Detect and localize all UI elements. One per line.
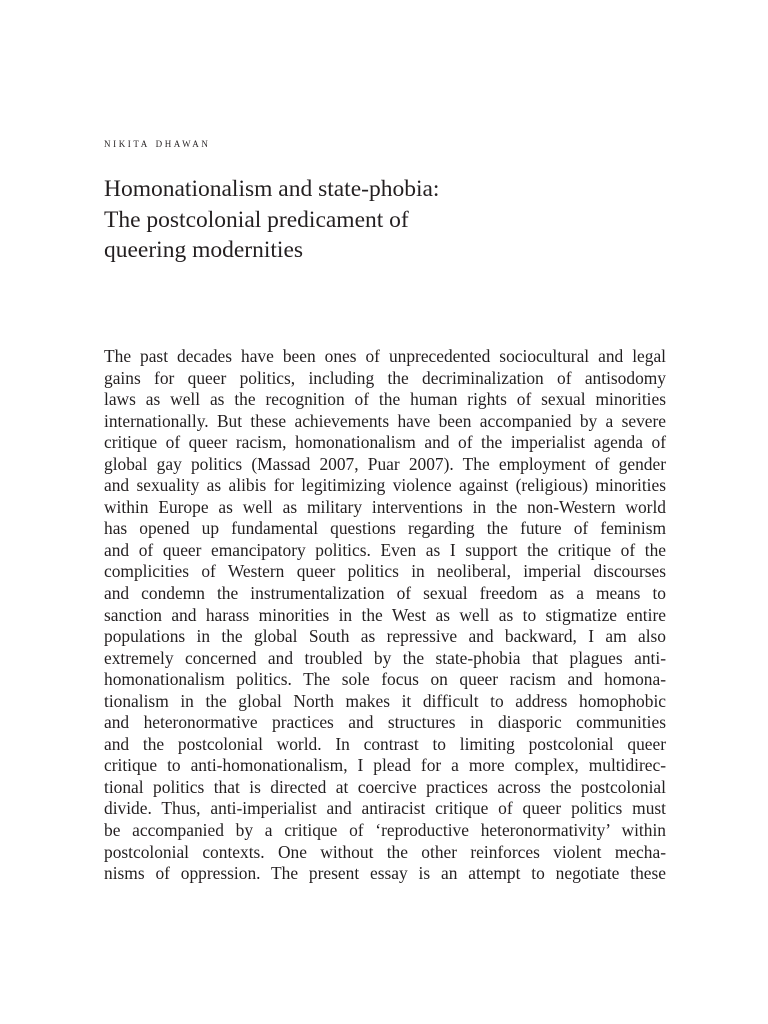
body-line: and the postcolonial world. In contrast to limiting postcolonial queer bbox=[104, 733, 666, 754]
body-line: tionalism in the global North makes it difficult to address homophobic bbox=[104, 690, 666, 711]
author-name: nikita dhawan bbox=[104, 136, 211, 150]
body-line: within Europe as well as military interventions in the non-Western world bbox=[104, 496, 666, 517]
body-line: and condemn the instrumentalization of sexual freedom as a means to bbox=[104, 583, 666, 604]
body-line: be accompanied by a critique of ‘reproductive heteronormativity’ within bbox=[104, 820, 666, 841]
title-line: Homonationalism and state-phobia: bbox=[104, 176, 440, 202]
body-line: populations in the global South as repressive and backward, I am also bbox=[104, 626, 666, 647]
body-line: critique to anti-homonationalism, I plead for a more complex, multidirec- bbox=[104, 755, 666, 776]
body-line: The past decades have been ones of unprecedented sociocultural and legal bbox=[104, 346, 666, 366]
body-line: gains for queer politics, including the decriminalization of antisodomy bbox=[104, 367, 666, 388]
title-line: queering modernities bbox=[104, 237, 304, 263]
body-line: and sexuality as alibis for legitimizing violence against (religious) minorities bbox=[104, 475, 666, 496]
article-title bbox=[104, 174, 684, 266]
body-line: laws as well as the recognition of the human rights of sexual minorities bbox=[104, 389, 666, 410]
body-line: tional politics that is directed at coercive practices across the postcolonial bbox=[104, 776, 666, 797]
body-line: homonationalism politics. The sole focus on queer racism and homona- bbox=[104, 669, 666, 690]
title-line: The postcolonial predicament of bbox=[104, 206, 409, 233]
body-paragraph bbox=[104, 346, 666, 885]
body-line: internationally. But these achievements have been accompanied by a severe bbox=[104, 410, 666, 431]
body-line: global gay politics (Massad 2007, Puar 2007). The employment of gender bbox=[104, 453, 666, 474]
body-line: has opened up fundamental questions regarding the future of feminism bbox=[104, 518, 666, 539]
body-line: and heteronormative practices and structures in diasporic communities bbox=[104, 712, 666, 733]
body-line: and of queer emancipatory politics. Even as I support the critique of the bbox=[104, 539, 666, 560]
body-line: complicities of Western queer politics in neoliberal, imperial discourses bbox=[104, 561, 666, 582]
body-line: nisms of oppression. The present essay is an attempt to negotiate these bbox=[104, 863, 666, 884]
body-line: postcolonial contexts. One without the other reinforces violent mecha- bbox=[104, 841, 666, 862]
body-line: sanction and harass minorities in the West as well as to stigmatize entire bbox=[104, 604, 666, 625]
body-line: critique of queer racism, homonationalism and of the imperialist agenda of bbox=[104, 432, 666, 453]
body-line: divide. Thus, anti-imperialist and antiracist critique of queer politics must bbox=[104, 798, 666, 819]
body-line: extremely concerned and troubled by the state-phobia that plagues anti- bbox=[104, 647, 666, 668]
